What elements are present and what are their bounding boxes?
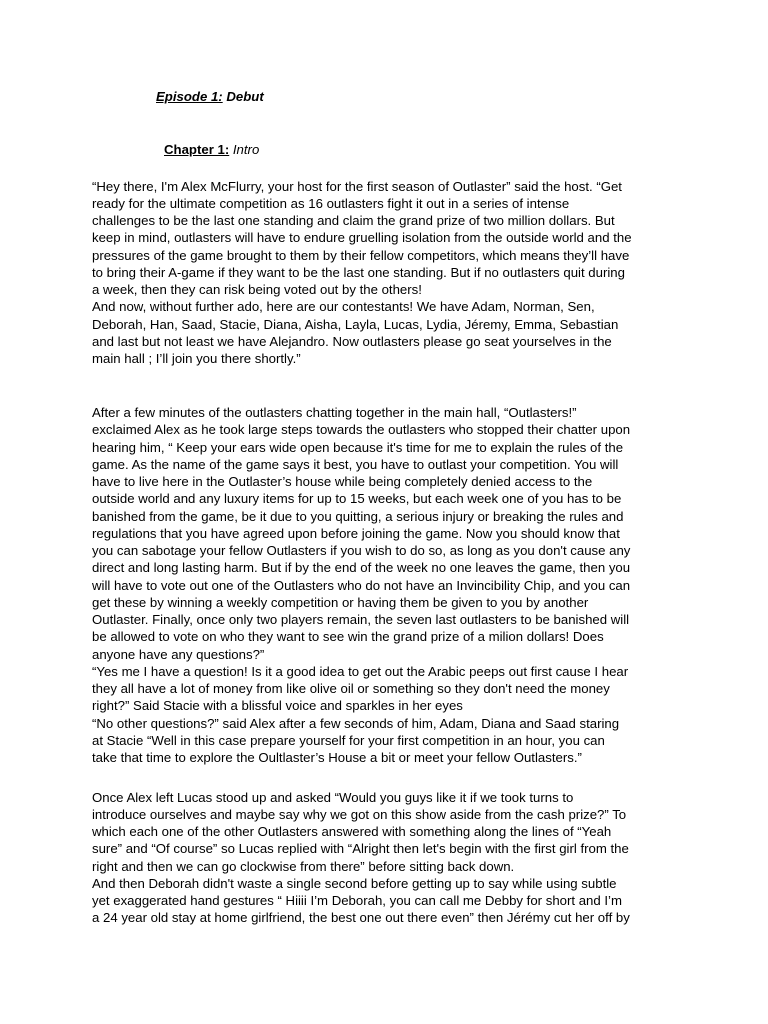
chapter-heading — [164, 142, 259, 157]
text-line: have to live here in the Outlaster’s house while being completely denied access to the — [92, 474, 593, 489]
text-line: Once Alex left Lucas stood up and asked “Would you guys like it if we took turns to — [92, 789, 574, 805]
text-line: you can sabotage your fellow Outlasters if you wish to do so, as long as you don't cause any — [92, 543, 631, 558]
text-line: And now, without further ado, here are our contestants! We have Adam, Norman, Sen, — [92, 299, 595, 315]
text-line: “No other questions?” said Alex after a few seconds of him, Adam, Diana and Saad staring — [92, 715, 620, 731]
text-line: game. As the name of the game says it best, you have to outlast your competition. You will — [92, 456, 619, 472]
text-line: outside world and any luxury items for up to 15 weeks, but each week one of you has to be — [92, 491, 622, 507]
text-line: After a few minutes of the outlasters chatting together in the main hall, “Outlasters!” — [92, 405, 577, 420]
text-line: which each one of the other Outlasters answered with something along the lines of “Yeah — [92, 824, 612, 839]
text-line: exclaimed Alex as he took large steps towards the outlasters who stopped their chatter upon — [92, 422, 631, 438]
text-line: be allowed to vote on who they want to see win the grand prize of a milion dollars! Does — [92, 629, 604, 645]
text-line: a 24 year old stay at home girlfriend, the best one out there even” then Jérémy cut her off by — [92, 910, 630, 926]
text-line: will have to vote out one of the Outlasters who do not have an Invincibility Chip, and you can — [92, 577, 631, 593]
text-line: banished from the game, be it due to you quitting, a serious injury or breaking the rules and — [92, 508, 624, 524]
text-line: “Yes me I have a question! Is it a good idea to get out the Arabic peeps out first cause I hear — [92, 663, 629, 679]
text-line: main hall ; I’ll join you there shortly.” — [92, 351, 301, 366]
text-line: ready for the ultimate competition as 16 outlasters fight it out in a series of intense — [92, 195, 570, 211]
text-line: at Stacie “Well in this case prepare yourself for your first competition in an hour, you can — [92, 732, 605, 748]
text-line: yet exaggerated hand gestures “ Hiiii I’m Deborah, you can call me Debby for short and I’m — [92, 893, 622, 908]
text-line: get these by winning a weekly competition or having them be given to you by another — [92, 594, 589, 610]
text-line: hearing him, “ Keep your ears wide open because it's time for me to explain the rules of the — [92, 439, 624, 455]
paragraph-introductions — [92, 789, 692, 927]
text-line: introduce ourselves and maybe say why we got on this show aside from the cash prize?” To — [92, 806, 627, 822]
episode-heading — [156, 89, 264, 104]
episode-title: Debut — [222, 89, 264, 104]
chapter-title: Intro — [232, 142, 260, 157]
text-line: take that time to explore the Oultlaster’s House a bit or meet your fellow Outlasters.” — [92, 750, 582, 765]
text-line: a week, then they can risk being voted out by the others! — [92, 282, 422, 297]
text-line: Outlaster. Finally, once only two players remain, the seven last outlasters to be banished will — [92, 612, 630, 627]
text-line: anyone have any questions?” — [92, 646, 265, 662]
text-line: “Hey there, I'm Alex McFlurry, your host for the first season of Outlaster” said the host. “Get — [92, 178, 622, 194]
text-line: direct and long lasting harm. But if by the end of the week no one leaves the game, then you — [92, 560, 631, 576]
text-line: Deborah, Han, Saad, Stacie, Diana, Aisha, Layla, Lucas, Lydia, Jéremy, Emma, Sebastian — [92, 316, 619, 332]
text-line: and last but not least we have Alejandro. Now outlasters please go seat yourselves in the — [92, 333, 612, 349]
text-line: keep in mind, outlasters will have to endure gruelling isolation from the outside world and the — [92, 230, 632, 246]
text-line: right and then we can go clockwise from there” before sitting back down. — [92, 858, 515, 874]
paragraph-rules — [92, 404, 692, 766]
episode-label: Episode 1: — [156, 89, 223, 104]
text-line: to bring their A-game if they want to be the last one standing. But if no outlasters quit during — [92, 264, 625, 280]
chapter-label: Chapter 1: — [164, 142, 230, 157]
text-line: pressures of the game brought to them by their fellow competitors, which means they’ll have — [92, 247, 630, 263]
text-line: And then Deborah didn't waste a single second before getting up to say while using subtle — [92, 875, 617, 891]
text-line: they all have a lot of money from like olive oil or something so they don't need the money — [92, 681, 610, 696]
text-line: challenges to be the last one standing and claim the grand prize of two million dollars. But — [92, 213, 615, 228]
paragraph-intro — [92, 178, 692, 368]
text-line: sure” and “Of course” so Lucas replied with “Alright then let's begin with the first girl from the — [92, 841, 629, 857]
text-line: regulations that you have agreed upon before joining the game. Now you should know that — [92, 525, 620, 541]
text-line: right?” Said Stacie with a blissful voice and sparkles in her eyes — [92, 698, 463, 714]
